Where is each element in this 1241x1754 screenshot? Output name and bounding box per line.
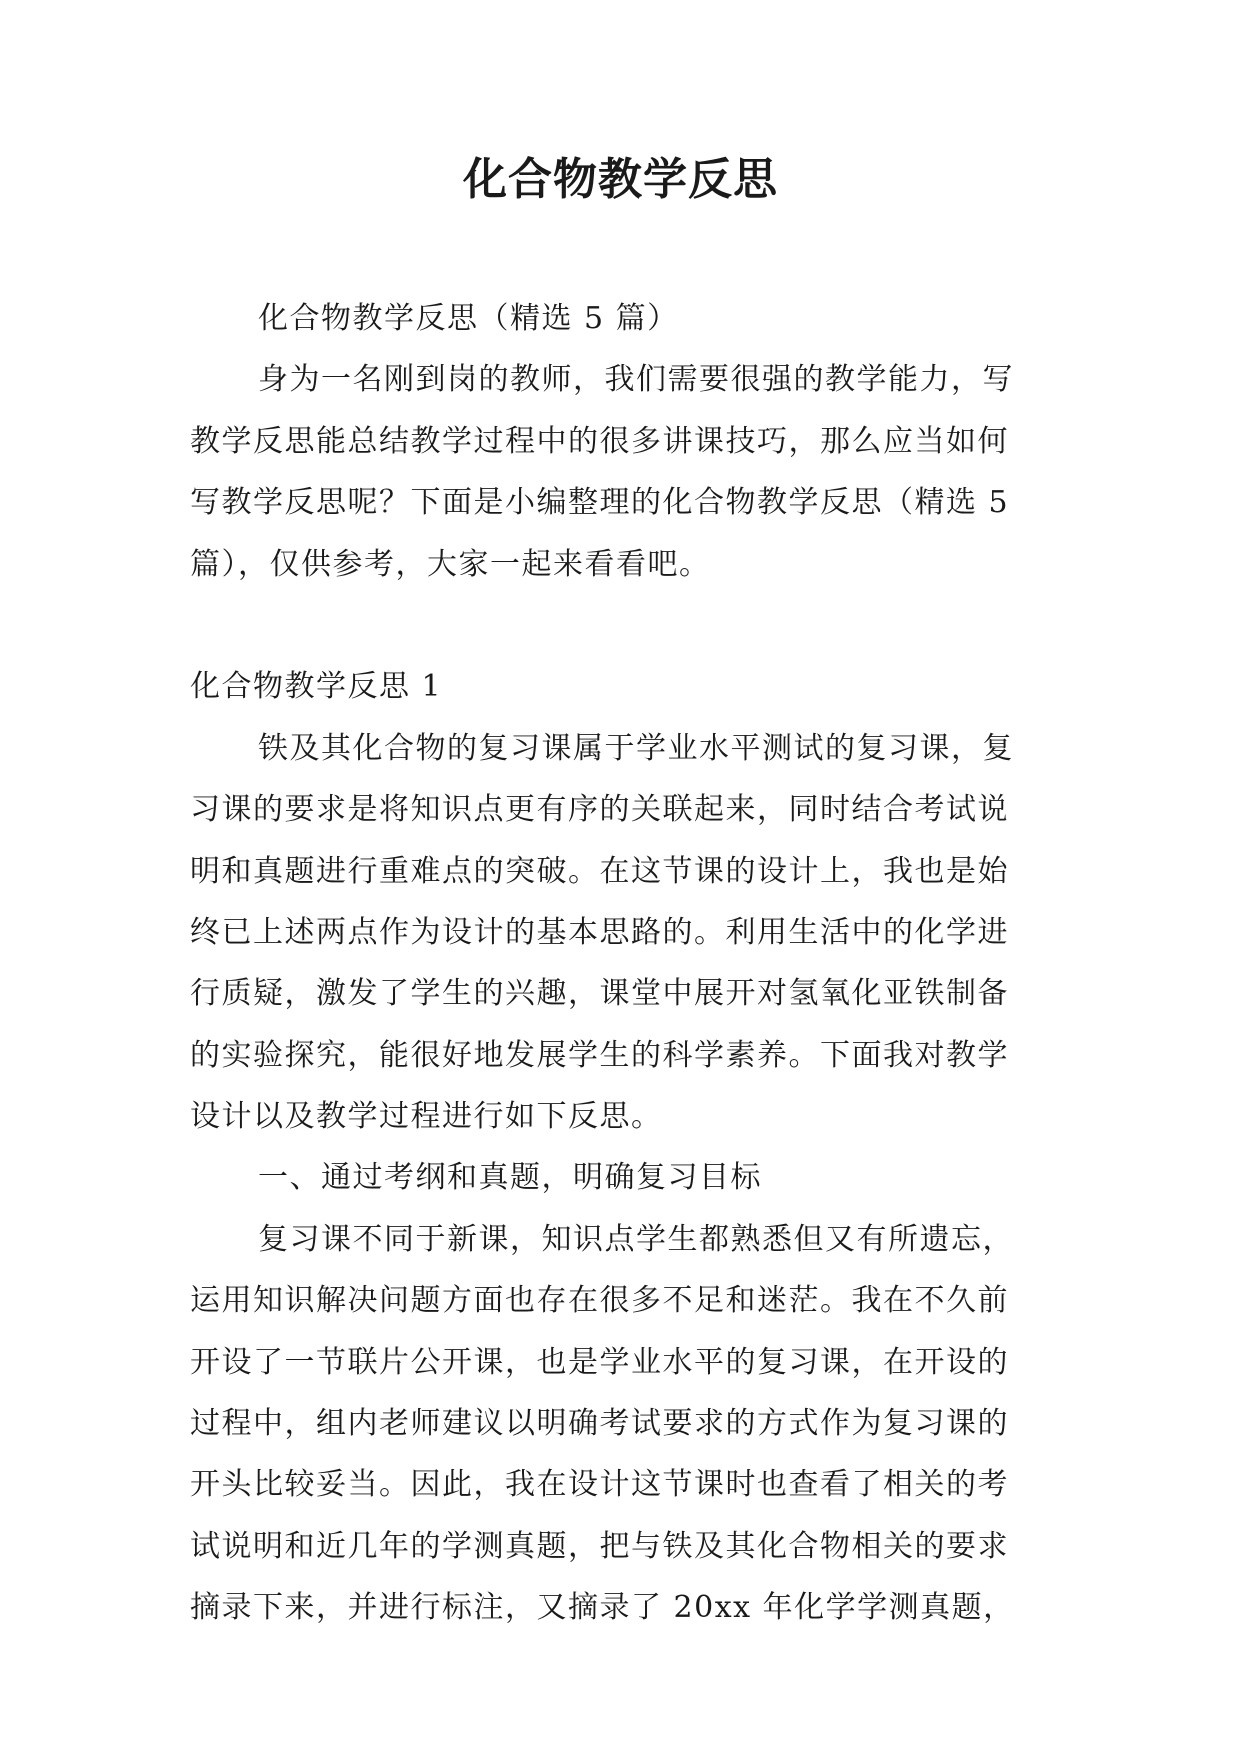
paragraph-line: 身为一名刚到岗的教师，我们需要很强的教学能力，写 [258, 362, 1014, 398]
document-subtitle: 化合物教学反思（精选 5 篇） [258, 301, 679, 336]
section-paragraph [190, 1209, 1050, 1639]
section-paragraph [190, 718, 1050, 1148]
document-body [190, 288, 1050, 1639]
document-title: 化合物教学反思 [463, 154, 778, 205]
section-heading: 化合物教学反思 1 [190, 669, 443, 705]
paragraph-line: 铁及其化合物的复习课属于学业水平测试的复习课，复 [258, 730, 1014, 766]
paragraph-line: 过程中，组内老师建议以明确考试要求的方式作为复习课的 [190, 1406, 1009, 1442]
paragraph-line: 开头比较妥当。因此，我在设计这节课时也查看了相关的考 [190, 1467, 1009, 1503]
paragraph-line: 教学反思能总结教学过程中的很多讲课技巧，那么应当如何 [190, 423, 1009, 459]
paragraph-line: 明和真题进行重难点的突破。在这节课的设计上，我也是始 [190, 853, 1009, 889]
paragraph-line: 试说明和近几年的学测真题，把与铁及其化合物相关的要求 [190, 1528, 1009, 1564]
paragraph-line: 设计以及教学过程进行如下反思。 [190, 1099, 663, 1135]
paragraph-line: 复习课不同于新课，知识点学生都熟悉但又有所遗忘， [258, 1221, 1014, 1257]
paragraph-line: 篇），仅供参考，大家一起来看看吧。 [190, 546, 711, 582]
paragraph-line: 运用知识解决问题方面也存在很多不足和迷茫。我在不久前 [190, 1283, 1009, 1319]
blank-line [190, 595, 1050, 656]
subheading: 一、通过考纲和真题，明确复习目标 [258, 1160, 762, 1196]
intro-paragraph [190, 349, 1050, 595]
paragraph-line: 写教学反思呢？下面是小编整理的化合物教学反思（精选 5 [190, 485, 1010, 521]
paragraph-line: 的实验探究，能很好地发展学生的科学素养。下面我对教学 [190, 1037, 1009, 1073]
paragraph-line: 终已上述两点作为设计的基本思路的。利用生活中的化学进 [190, 914, 1009, 950]
paragraph-line: 行质疑，激发了学生的兴趣，课堂中展开对氢氧化亚铁制备 [190, 976, 1009, 1012]
paragraph-line: 摘录下来，并进行标注，又摘录了 20xx 年化学学测真题， [190, 1590, 1015, 1626]
paragraph-line: 开设了一节联片公开课，也是学业水平的复习课，在开设的 [190, 1344, 1009, 1380]
paragraph-line: 习课的要求是将知识点更有序的关联起来，同时结合考试说 [190, 792, 1009, 828]
